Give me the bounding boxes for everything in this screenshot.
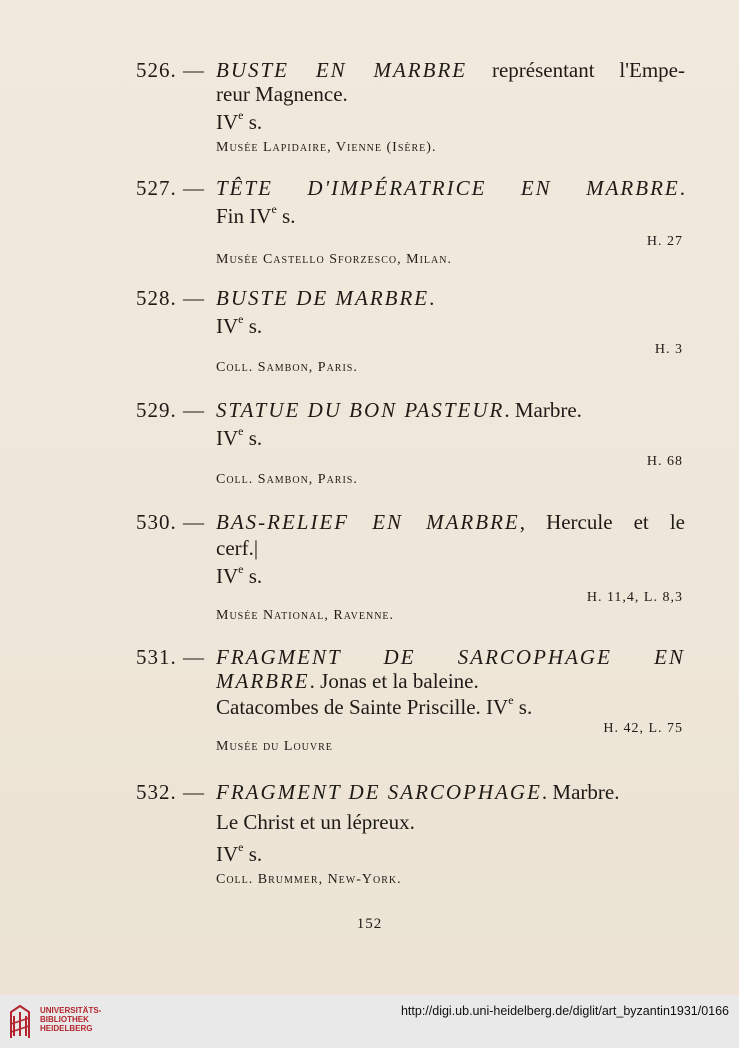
entry-century: IVe s. <box>216 312 263 338</box>
entry-dash: — <box>183 645 204 669</box>
source-url-link[interactable]: http://digi.ub.uni-heidelberg.de/diglit/art_byzantin1931/0166 <box>400 1004 729 1018</box>
entry-number: 530. <box>136 510 177 534</box>
library-name: UNIVERSITÄTS- BIBLIOTHEK HEIDELBERG <box>40 1006 102 1033</box>
entry-title-line <box>216 286 685 311</box>
entry-century: Fin IVe s. <box>216 202 296 228</box>
entry-title-line <box>216 398 685 423</box>
entry-title-line <box>216 510 685 535</box>
entry-number: 528. <box>136 286 177 310</box>
entry-century: IVe s. <box>216 562 263 588</box>
entry-location: Coll. Sambon, Paris. <box>216 472 358 487</box>
entry-location: Musée Lapidaire, Vienne (Isère). <box>216 140 437 155</box>
entry-title-line <box>216 176 685 201</box>
entry-description: , Hercule et le <box>519 510 685 534</box>
entry-title-line <box>216 780 685 805</box>
university-library-logo-icon <box>8 1004 32 1040</box>
entry-location: Musée Castello Sforzesco, Milan. <box>216 252 452 267</box>
entry-description: . Marbre. <box>504 398 582 422</box>
entry-dimensions: H. 42, L. 75 <box>603 721 683 736</box>
entry-century: IVe s. <box>216 424 263 450</box>
entry-dimensions: H. 68 <box>646 454 683 469</box>
entry-number: 529. <box>136 398 177 422</box>
entry-dash: — <box>183 510 204 534</box>
entry-dimensions: H. 27 <box>646 234 683 249</box>
entry-title: BUSTE DE MARBRE <box>216 286 430 310</box>
entry-dash: — <box>183 398 204 422</box>
entry-description: . <box>679 176 685 200</box>
entry-title-line <box>216 58 685 83</box>
entry-title-continued: MARBRE <box>216 669 310 693</box>
entry-description-line2: Le Christ et un lépreux. <box>216 810 415 834</box>
entry-dimensions: H. 3 <box>654 342 683 357</box>
entry-dimensions: H. 11,4, L. 8,3 <box>586 590 683 605</box>
entry-number: 526. <box>136 58 177 82</box>
entry-number: 532. <box>136 780 177 804</box>
entry-description: . <box>429 286 435 310</box>
entry-number: 531. <box>136 645 177 669</box>
entry-location: Coll. Brummer, New-York. <box>216 872 402 887</box>
entry-number: 527. <box>136 176 177 200</box>
entry-title: BUSTE EN MARBRE <box>216 58 468 82</box>
page-number: 152 <box>356 916 383 932</box>
entry-title-line <box>216 645 685 670</box>
entry-dash: — <box>183 58 204 82</box>
digitization-footer <box>0 995 739 1048</box>
entry-location: Coll. Sambon, Paris. <box>216 360 358 375</box>
entry-title: FRAGMENT DE SARCOPHAGE <box>216 780 542 804</box>
entry-title-line2 <box>216 669 685 694</box>
entry-dash: — <box>183 286 204 310</box>
entry-title: TÊTE D'IMPÉRATRICE EN MARBRE <box>216 176 680 200</box>
entry-description-line2: reur Magnence. <box>216 82 348 106</box>
entry-description: . Jonas et la baleine. <box>309 669 479 693</box>
entry-description-line2: cerf.| <box>216 536 259 560</box>
entry-title: STATUE DU BON PASTEUR <box>216 398 505 422</box>
entry-location: Musée National, Ravenne. <box>216 608 395 623</box>
entry-dash: — <box>183 176 204 200</box>
entry-title: BAS-RELIEF EN MARBRE <box>216 510 520 534</box>
entry-title: FRAGMENT DE SARCOPHAGE EN <box>216 645 685 669</box>
entry-location: Musée du Louvre <box>216 739 333 754</box>
entry-century: IVe s. <box>216 840 263 866</box>
entry-century: Catacombes de Sainte Priscille. IVe s. <box>216 693 533 719</box>
entry-description: . Marbre. <box>541 780 620 804</box>
entry-century: IVe s. <box>216 108 263 134</box>
entry-dash: — <box>183 780 204 804</box>
entry-description: représentant l'Empe- <box>467 58 685 82</box>
